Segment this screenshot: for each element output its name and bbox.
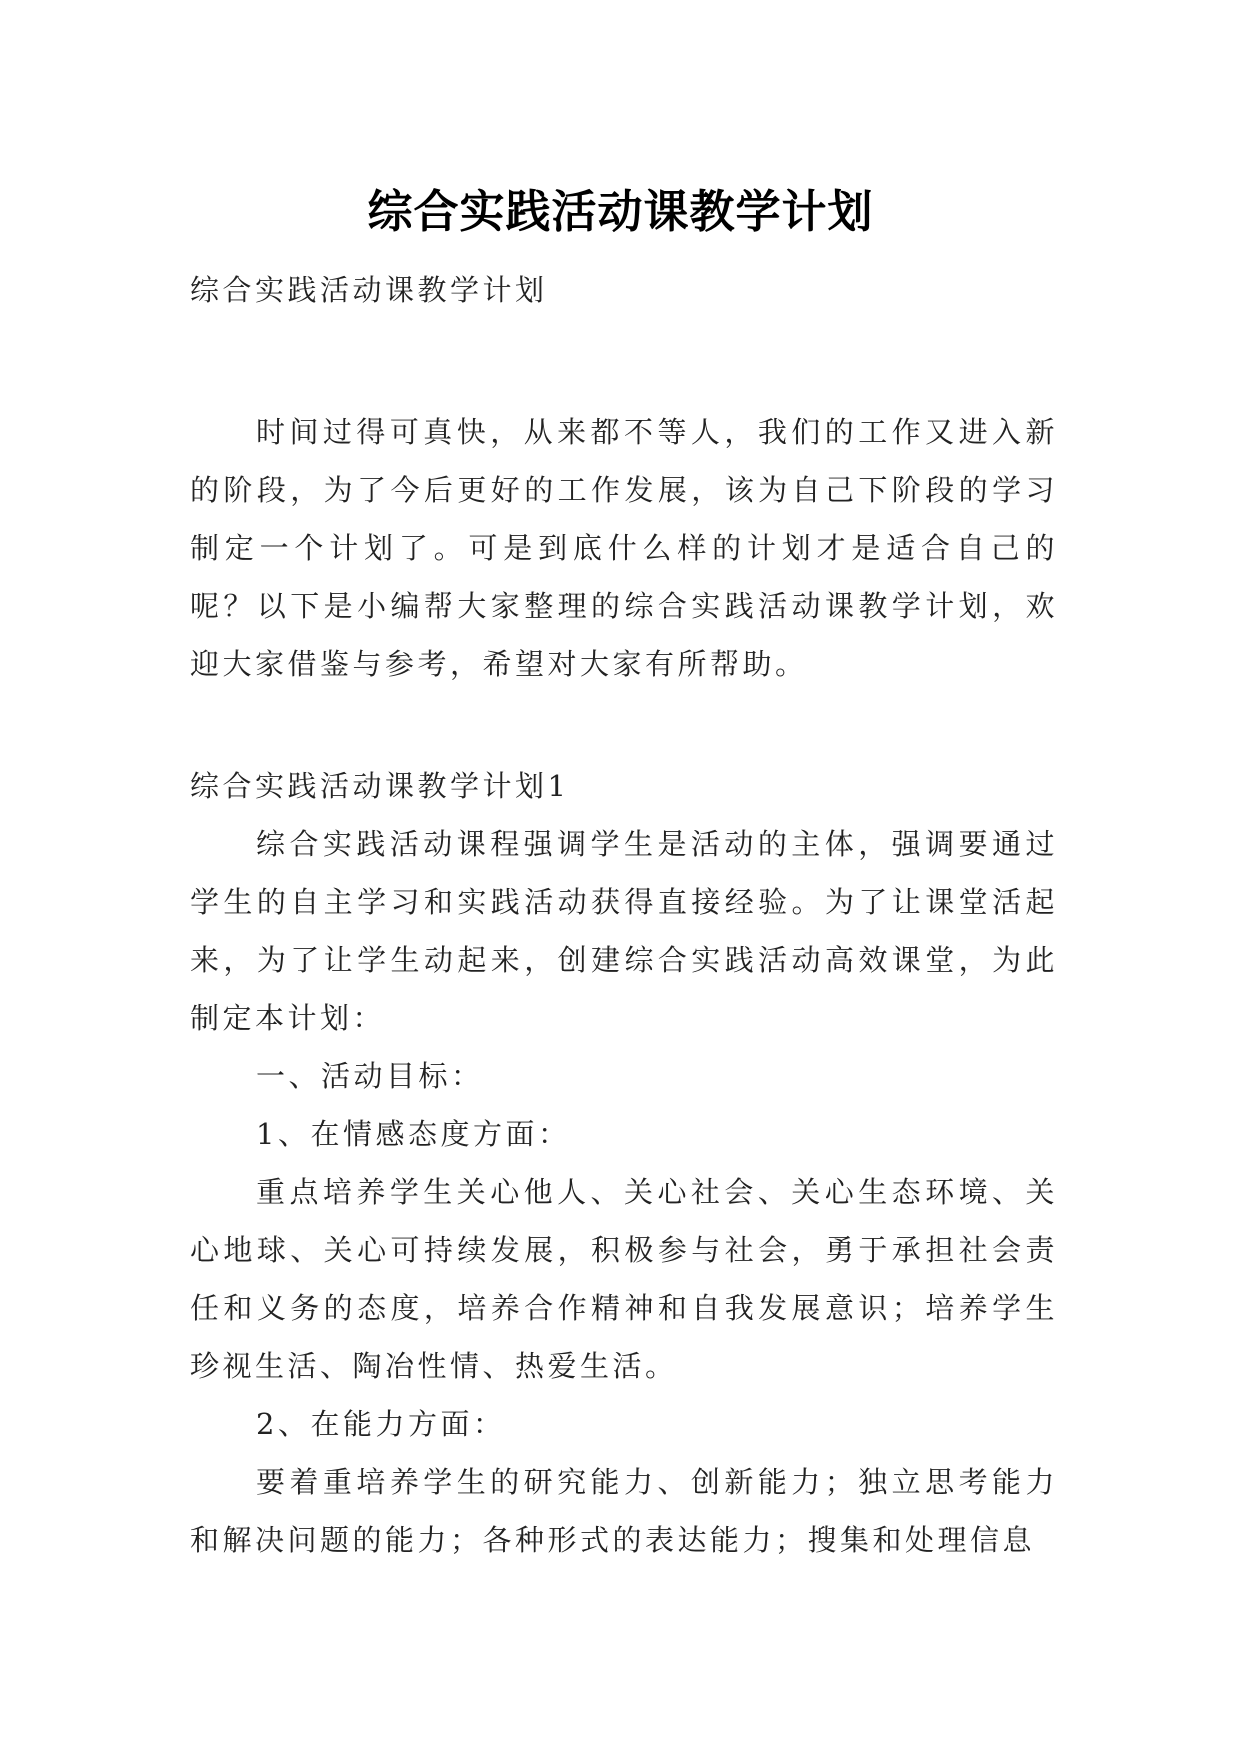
heading-activity-goals: 一、活动目标：	[256, 1059, 484, 1093]
intro-paragraph: 时间过得可真快，从来都不等人，我们的工作又进入新的阶段，为了今后更好的工作发展，该为自己下阶段的学习制定一个计划了。可是到底什么样的计划才是适合自己的呢？以下是小编帮大家整理的综合实践活动课教学计划，欢迎大家借鉴与参考，希望对大家有所帮助。	[190, 415, 1058, 681]
body-paragraph-attitude: 重点培养学生关心他人、关心社会、关心生态环境、关心地球、关心可持续发展，积极参与社会，勇于承担社会责任和义务的态度，培养合作精神和自我发展意识；培养学生珍视生活、陶冶性情、热爱生活。	[190, 1175, 1058, 1383]
body-paragraph-purpose: 综合实践活动课程强调学生是活动的主体，强调要通过学生的自主学习和实践活动获得直接经验。为了让课堂活起来，为了让学生动起来，创建综合实践活动高效课堂，为此制定本计划：	[190, 827, 1058, 1035]
body-paragraph-ability: 要着重培养学生的研究能力、创新能力；独立思考能力和解决问题的能力；各种形式的表达能力；搜集和处理信息	[190, 1465, 1058, 1557]
subheading-emotional-attitude: 1、在情感态度方面：	[256, 1117, 571, 1151]
section-heading: 综合实践活动课教学计划1	[190, 769, 570, 803]
document-subtitle: 综合实践活动课教学计划	[190, 273, 548, 307]
document-title: 综合实践活动课教学计划	[367, 185, 874, 239]
subheading-ability: 2、在能力方面：	[256, 1407, 506, 1441]
section-body	[190, 815, 1058, 1569]
